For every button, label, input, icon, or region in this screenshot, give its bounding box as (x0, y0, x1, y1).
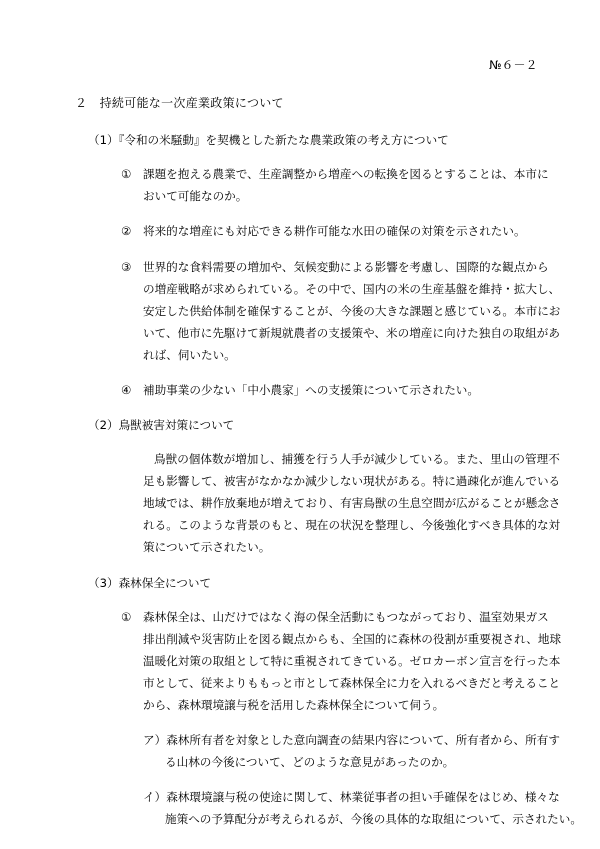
section-title: ２ 持続可能な一次産業政策について (75, 96, 284, 110)
s3-item1-line5: から、森林環境譲与税を活用した森林保全について伺う。 (143, 698, 445, 712)
s3-sub-i-line1: イ）森林環境譲与税の使途に関して、林業従事者の担い手確保をはじめ、様々な (143, 790, 560, 804)
s1-item3-line1: ③ 世界的な食料需要の増加や、気候変動による影響を考慮し、国際的な観点から (121, 260, 549, 274)
s1-item3-line3: 安定した供給体制を確保することが、今後の大きな課題と感じている。本市にお (143, 304, 561, 318)
subsection-2-heading: （2）鳥獣被害対策について (88, 418, 235, 432)
s1-item2-line1: ② 将来的な増産にも対応できる耕作可能な水田の確保の対策を示されたい。 (121, 224, 526, 238)
s3-sub-i-line2: 施策への予算配分が考えられるが、今後の具体的な取組について、示されたい。 (165, 812, 582, 826)
s2-body-line3: 地域では、耕作放棄地が増えており、有害鳥獣の生息空間が広がることが懸念さ (143, 496, 561, 510)
s2-body-line5: 策について示されたい。 (143, 540, 271, 554)
s1-item4-line1: ④ 補助事業の少ない「中小農家」への支援策について示されたい。 (121, 383, 479, 397)
s3-sub-a-line2: る山林の今後について、どのような意見があったのか。 (165, 755, 455, 769)
s3-item1-line2: 排出削減や災害防止を図る観点からも、全国的に森林の役割が重要視され、地球 (143, 632, 562, 646)
s3-sub-a-line1: ア）森林所有者を対象とした意向調査の結果内容について、所有者から、所有す (143, 733, 560, 747)
s1-item1-line2: おいて可能なのか。 (143, 189, 248, 203)
s2-body-line2: 足も影響して、被害がなかなか減少しない現状がある。特に過疎化が進んでいる (143, 474, 561, 488)
subsection-1-heading: （1）『令和の米騒動』を契機とした新たな農業政策の考え方について (88, 133, 449, 147)
s3-item1-line1: ① 森林保全は、山だけではなく海の保全活動にもつながっており、温室効果ガス (121, 610, 549, 624)
s3-item1-line3: 温暖化対策の取組として特に重視されてきている。ゼロカーボン宣言を行った本 (143, 654, 561, 668)
document-number: №６－２ (489, 58, 538, 72)
s2-body-line1: 鳥獣の個体数が増加し、捕獲を行う人手が減少している。また、里山の管理不 (154, 452, 560, 466)
s3-item1-line4: 市として、従来よりももっと市として森林保全に力を入れるべきだと考えること (143, 676, 561, 690)
s1-item3-line5: れば、伺いたい。 (143, 348, 236, 362)
s2-body-line4: れる。このような背景のもと、現在の状況を整理し、今後強化すべき具体的な対 (143, 518, 561, 532)
s1-item3-line4: いて、他市に先駆けて新規就農者の支援策や、米の増産に向けた独自の取組があ (143, 326, 560, 340)
s1-item3-line2: の増産戦略が求められている。その中で、国内の米の生産基盤を維持・拡大し、 (143, 282, 561, 296)
subsection-3-heading: （3）森林保全について (88, 576, 212, 590)
s1-item1-line1: ① 課題を抱える農業で、生産調整から増産への転換を図るとすることは、本市に (121, 167, 549, 181)
